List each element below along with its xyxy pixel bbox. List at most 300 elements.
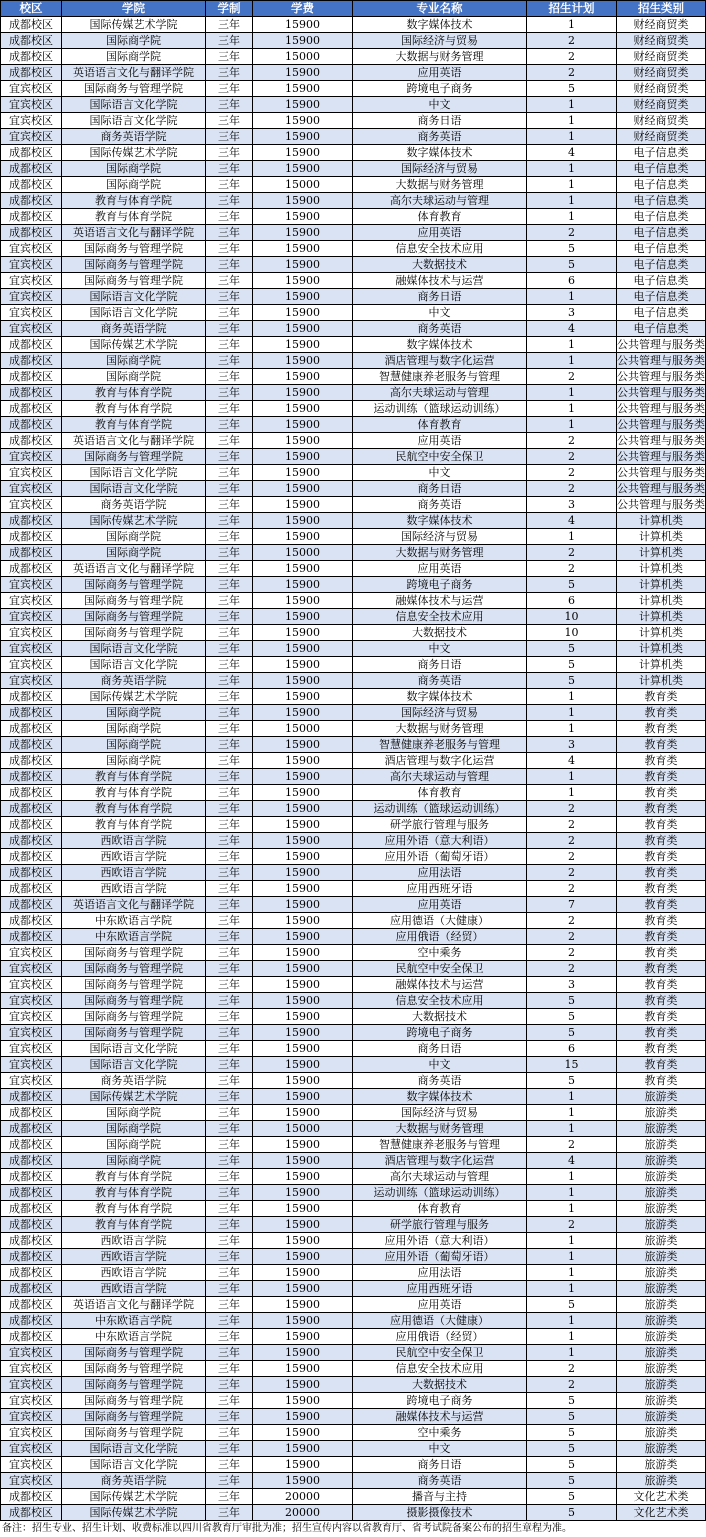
cell-campus: 成都校区 [1,1329,62,1345]
cell-major: 商务英语 [353,497,527,513]
cell-duration: 三年 [206,913,253,929]
cell-tuition: 15900 [253,641,353,657]
cell-category: 旅游类 [617,1409,706,1425]
cell-campus: 成都校区 [1,1249,62,1265]
cell-category: 旅游类 [617,1393,706,1409]
cell-major: 酒店管理与数字化运营 [353,353,527,369]
cell-college: 教育与体育学院 [62,1201,206,1217]
cell-college: 国际传媒艺术学院 [62,337,206,353]
cell-major: 高尔夫球运动与管理 [353,769,527,785]
cell-tuition: 15900 [253,1393,353,1409]
cell-major: 大数据与财务管理 [353,545,527,561]
cell-category: 教育类 [617,785,706,801]
cell-campus: 成都校区 [1,417,62,433]
cell-duration: 三年 [206,81,253,97]
cell-campus: 宜宾校区 [1,1393,62,1409]
cell-college: 教育与体育学院 [62,785,206,801]
cell-major: 跨境电子商务 [353,1025,527,1041]
cell-category: 公共管理与服务类 [617,402,705,415]
cell-college: 国际语言文化学院 [62,305,206,321]
cell-category: 公共管理与服务类 [617,450,705,463]
cell-college: 国际语言文化学院 [62,97,206,113]
cell-major: 应用英语 [353,433,527,449]
cell-plan: 5 [527,1409,617,1425]
table-row [1,785,706,801]
cell-duration: 三年 [206,705,253,721]
cell-duration: 三年 [206,1105,253,1121]
cell-duration: 三年 [206,1409,253,1425]
cell-category: 旅游类 [617,1137,706,1153]
cell-college: 教育与体育学院 [62,817,206,833]
table-row [1,49,706,65]
cell-campus: 宜宾校区 [1,1425,62,1441]
cell-college: 国际商学院 [62,721,206,737]
cell-college: 中东欧语言学院 [62,1313,206,1329]
cell-category: 教育类 [617,865,706,881]
cell-major: 融媒体技术与运营 [353,1409,527,1425]
cell-duration: 三年 [206,1137,253,1153]
cell-plan: 5 [527,657,617,673]
cell-plan: 1 [527,97,617,113]
cell-plan: 4 [527,321,617,337]
cell-tuition: 15000 [253,545,353,561]
table-row [1,1425,706,1441]
cell-college: 国际商务与管理学院 [62,241,206,257]
cell-campus: 宜宾校区 [1,673,62,689]
cell-duration: 三年 [206,865,253,881]
cell-plan: 2 [527,913,617,929]
cell-college: 教育与体育学院 [62,209,206,225]
cell-college: 国际商务与管理学院 [62,1025,206,1041]
cell-duration: 三年 [206,1185,253,1201]
cell-duration: 三年 [206,1089,253,1105]
cell-college: 西欧语言学院 [62,881,206,897]
table-row [1,897,706,913]
cell-plan: 1 [527,385,617,401]
cell-college: 国际商务与管理学院 [62,945,206,961]
cell-major: 中文 [353,641,527,657]
cell-plan: 3 [527,737,617,753]
cell-college: 英语语言文化与翻译学院 [62,897,206,913]
table-row [1,1409,706,1425]
table-row [1,401,706,417]
cell-plan: 1 [527,721,617,737]
cell-campus: 成都校区 [1,1217,62,1233]
cell-college: 英语语言文化与翻译学院 [62,433,206,449]
cell-major: 应用西班牙语 [353,1281,527,1297]
cell-plan: 3 [527,977,617,993]
cell-college: 商务英语学院 [62,1473,206,1489]
cell-plan: 2 [527,929,617,945]
cell-major: 智慧健康养老服务与管理 [353,369,527,385]
cell-campus: 宜宾校区 [1,97,62,113]
cell-college: 国际传媒艺术学院 [62,1089,206,1105]
table-row [1,1105,706,1121]
cell-plan: 2 [527,1361,617,1377]
table-row [1,849,706,865]
cell-college: 商务英语学院 [62,497,206,513]
cell-plan: 2 [527,49,617,65]
cell-duration: 三年 [206,1265,253,1281]
cell-duration: 三年 [206,497,253,513]
cell-college: 西欧语言学院 [62,1281,206,1297]
cell-duration: 三年 [206,177,253,193]
cell-tuition: 15900 [253,241,353,257]
cell-duration: 三年 [206,1505,253,1521]
table-row [1,561,706,577]
table-row [1,17,706,33]
cell-tuition: 15900 [253,337,353,353]
cell-plan: 4 [527,145,617,161]
cell-college: 国际商务与管理学院 [62,593,206,609]
cell-major: 商务英语 [353,673,527,689]
cell-college: 国际商务与管理学院 [62,257,206,273]
cell-category: 电子信息类 [617,273,706,289]
footnote: 备注：招生专业、招生计划、收费标准以四川省教育厅审批为准；招生宣传内容以省教育厅、省考试院备案公布的招生章程为准。 [2,1523,572,1534]
cell-tuition: 15900 [253,705,353,721]
cell-campus: 宜宾校区 [1,81,62,97]
cell-plan: 1 [527,1281,617,1297]
cell-tuition: 15900 [253,401,353,417]
cell-major: 高尔夫球运动与管理 [353,1169,527,1185]
cell-category: 教育类 [617,849,706,865]
cell-campus: 宜宾校区 [1,593,62,609]
cell-plan: 1 [527,1233,617,1249]
cell-category: 计算机类 [617,609,706,625]
cell-campus: 宜宾校区 [1,1441,62,1457]
table-row [1,1121,706,1137]
cell-major: 中文 [353,305,527,321]
cell-major: 应用外语（意大利语） [353,833,527,849]
table-row [1,753,706,769]
cell-campus: 成都校区 [1,689,62,705]
table-row [1,1441,706,1457]
cell-duration: 三年 [206,849,253,865]
cell-major: 大数据技术 [353,625,527,641]
cell-campus: 宜宾校区 [1,1073,62,1089]
cell-plan: 1 [527,1089,617,1105]
cell-college: 国际商学院 [62,49,206,65]
cell-tuition: 15900 [253,1457,353,1473]
cell-major: 中文 [353,1057,527,1073]
cell-campus: 成都校区 [1,145,62,161]
cell-plan: 1 [527,177,617,193]
cell-category: 财经商贸类 [617,17,706,33]
cell-campus: 成都校区 [1,353,62,369]
cell-duration: 三年 [206,1009,253,1025]
cell-plan: 1 [527,193,617,209]
cell-duration: 三年 [206,1041,253,1057]
cell-duration: 三年 [206,305,253,321]
cell-category: 教育类 [617,961,706,977]
cell-duration: 三年 [206,17,253,33]
cell-plan: 1 [527,161,617,177]
cell-category: 公共管理与服务类 [617,370,705,383]
cell-plan: 1 [527,1345,617,1361]
cell-tuition: 15900 [253,1345,353,1361]
cell-major: 信息安全技术应用 [353,993,527,1009]
cell-major: 民航空中安全保卫 [353,449,527,465]
cell-category: 电子信息类 [617,177,706,193]
table-row [1,225,706,241]
cell-major: 酒店管理与数字化运营 [353,753,527,769]
cell-duration: 三年 [206,1025,253,1041]
cell-college: 国际商学院 [62,177,206,193]
cell-tuition: 15900 [253,1233,353,1249]
table-row [1,1457,706,1473]
table-row [1,529,706,545]
cell-tuition: 15900 [253,1041,353,1057]
cell-category: 计算机类 [617,673,706,689]
cell-campus: 成都校区 [1,177,62,193]
cell-college: 中东欧语言学院 [62,1329,206,1345]
cell-category: 旅游类 [617,1185,706,1201]
cell-campus: 成都校区 [1,881,62,897]
cell-plan: 2 [527,465,617,481]
cell-college: 国际商务与管理学院 [62,1361,206,1377]
cell-campus: 成都校区 [1,929,62,945]
cell-duration: 三年 [206,49,253,65]
cell-duration: 三年 [206,225,253,241]
cell-tuition: 15900 [253,529,353,545]
cell-college: 国际商学院 [62,33,206,49]
cell-plan: 2 [527,545,617,561]
cell-plan: 5 [527,993,617,1009]
cell-duration: 三年 [206,1393,253,1409]
cell-category: 旅游类 [617,1169,706,1185]
cell-duration: 三年 [206,257,253,273]
cell-tuition: 20000 [253,1489,353,1505]
cell-major: 国际经济与贸易 [353,529,527,545]
cell-campus: 成都校区 [1,897,62,913]
table-row [1,1073,706,1089]
cell-major: 应用英语 [353,65,527,81]
cell-plan: 1 [527,17,617,33]
cell-tuition: 15900 [253,833,353,849]
cell-major: 数字媒体技术 [353,145,527,161]
cell-major: 商务英语 [353,321,527,337]
cell-college: 国际传媒艺术学院 [62,145,206,161]
cell-major: 商务英语 [353,1473,527,1489]
cell-major: 商务日语 [353,289,527,305]
cell-campus: 成都校区 [1,1153,62,1169]
cell-duration: 三年 [206,337,253,353]
cell-college: 教育与体育学院 [62,417,206,433]
cell-plan: 5 [527,641,617,657]
cell-duration: 三年 [206,465,253,481]
cell-category: 计算机类 [617,577,706,593]
cell-campus: 成都校区 [1,49,62,65]
table-row [1,481,706,497]
cell-tuition: 15900 [253,81,353,97]
cell-plan: 5 [527,1073,617,1089]
cell-duration: 三年 [206,1121,253,1137]
cell-plan: 2 [527,881,617,897]
cell-tuition: 15900 [253,609,353,625]
cell-duration: 三年 [206,401,253,417]
table-row [1,881,706,897]
table-row [1,977,706,993]
cell-campus: 宜宾校区 [1,305,62,321]
cell-category: 电子信息类 [617,305,706,321]
table-row [1,1217,706,1233]
header-college: 学院 [62,1,206,17]
cell-plan: 2 [527,449,617,465]
cell-duration: 三年 [206,209,253,225]
cell-category: 教育类 [617,929,706,945]
cell-major: 跨境电子商务 [353,577,527,593]
cell-major: 空中乘务 [353,1425,527,1441]
cell-plan: 10 [527,625,617,641]
cell-college: 中东欧语言学院 [62,913,206,929]
cell-tuition: 15900 [253,625,353,641]
cell-duration: 三年 [206,1425,253,1441]
cell-duration: 三年 [206,577,253,593]
table-row [1,1265,706,1281]
cell-plan: 5 [527,1009,617,1025]
cell-category: 电子信息类 [617,145,706,161]
cell-tuition: 15900 [253,1153,353,1169]
table-row [1,1393,706,1409]
table-row [1,417,706,433]
cell-plan: 2 [527,225,617,241]
cell-major: 大数据与财务管理 [353,49,527,65]
cell-major: 运动训练（篮球运动训练） [353,401,527,417]
cell-college: 国际语言文化学院 [62,657,206,673]
cell-major: 国际经济与贸易 [353,1105,527,1121]
cell-college: 教育与体育学院 [62,385,206,401]
cell-college: 教育与体育学院 [62,401,206,417]
cell-campus: 成都校区 [1,529,62,545]
cell-plan: 5 [527,1473,617,1489]
cell-duration: 三年 [206,1281,253,1297]
cell-tuition: 15900 [253,865,353,881]
cell-category: 旅游类 [617,1089,706,1105]
cell-duration: 三年 [206,433,253,449]
cell-tuition: 15900 [253,129,353,145]
cell-duration: 三年 [206,449,253,465]
cell-college: 国际商学院 [62,1121,206,1137]
cell-major: 应用英语 [353,561,527,577]
cell-plan: 5 [527,1489,617,1505]
cell-college: 国际商务与管理学院 [62,1409,206,1425]
cell-tuition: 15900 [253,1473,353,1489]
cell-campus: 宜宾校区 [1,1457,62,1473]
table-row [1,1185,706,1201]
cell-tuition: 15900 [253,1297,353,1313]
cell-category: 财经商贸类 [617,113,706,129]
cell-major: 应用外语（葡萄牙语） [353,1249,527,1265]
cell-plan: 5 [527,1025,617,1041]
table-row [1,1297,706,1313]
cell-duration: 三年 [206,1201,253,1217]
cell-major: 商务英语 [353,129,527,145]
cell-plan: 1 [527,1329,617,1345]
cell-duration: 三年 [206,1233,253,1249]
cell-major: 空中乘务 [353,945,527,961]
cell-duration: 三年 [206,353,253,369]
cell-college: 国际商务与管理学院 [62,577,206,593]
cell-duration: 三年 [206,721,253,737]
cell-tuition: 15900 [253,465,353,481]
table-body [1,17,706,1521]
cell-campus: 宜宾校区 [1,993,62,1009]
header-campus: 校区 [1,1,62,17]
cell-tuition: 15900 [253,769,353,785]
cell-category: 教育类 [617,769,706,785]
cell-tuition: 15900 [253,1089,353,1105]
cell-major: 应用西班牙语 [353,881,527,897]
cell-college: 教育与体育学院 [62,769,206,785]
cell-campus: 宜宾校区 [1,129,62,145]
cell-campus: 宜宾校区 [1,273,62,289]
cell-college: 国际商学院 [62,529,206,545]
cell-duration: 三年 [206,1217,253,1233]
cell-tuition: 15900 [253,1281,353,1297]
table-row [1,337,706,353]
cell-tuition: 15900 [253,209,353,225]
cell-duration: 三年 [206,689,253,705]
cell-tuition: 15900 [253,65,353,81]
cell-college: 国际商务与管理学院 [62,273,206,289]
cell-category: 财经商贸类 [617,81,706,97]
cell-college: 国际商学院 [62,753,206,769]
cell-plan: 2 [527,945,617,961]
cell-campus: 宜宾校区 [1,641,62,657]
table-row [1,241,706,257]
cell-category: 计算机类 [617,529,706,545]
cell-major: 高尔夫球运动与管理 [353,193,527,209]
cell-major: 播音与主持 [353,1489,527,1505]
cell-tuition: 15900 [253,737,353,753]
table-row [1,1169,706,1185]
cell-campus: 宜宾校区 [1,625,62,641]
cell-college: 国际语言文化学院 [62,289,206,305]
cell-plan: 5 [527,1425,617,1441]
cell-tuition: 15900 [253,257,353,273]
table-row [1,721,706,737]
cell-major: 酒店管理与数字化运营 [353,1153,527,1169]
cell-college: 国际商务与管理学院 [62,1393,206,1409]
cell-college: 国际商务与管理学院 [62,609,206,625]
cell-major: 应用法语 [353,865,527,881]
header-duration: 学制 [206,1,253,17]
cell-duration: 三年 [206,1057,253,1073]
table-row [1,321,706,337]
table-row [1,209,706,225]
table-row [1,1009,706,1025]
cell-category: 教育类 [617,977,706,993]
table-row [1,433,706,449]
cell-tuition: 15900 [253,913,353,929]
cell-duration: 三年 [206,273,253,289]
cell-campus: 成都校区 [1,737,62,753]
cell-plan: 3 [527,305,617,321]
cell-plan: 6 [527,593,617,609]
cell-campus: 宜宾校区 [1,1057,62,1073]
cell-major: 国际经济与贸易 [353,705,527,721]
cell-category: 电子信息类 [617,161,706,177]
table-row [1,1089,706,1105]
cell-category: 教育类 [617,1057,706,1073]
cell-duration: 三年 [206,673,253,689]
cell-major: 国际经济与贸易 [353,161,527,177]
cell-tuition: 15900 [253,17,353,33]
cell-category: 旅游类 [617,1361,706,1377]
cell-major: 数字媒体技术 [353,17,527,33]
cell-tuition: 15900 [253,449,353,465]
cell-plan: 5 [527,1505,617,1521]
